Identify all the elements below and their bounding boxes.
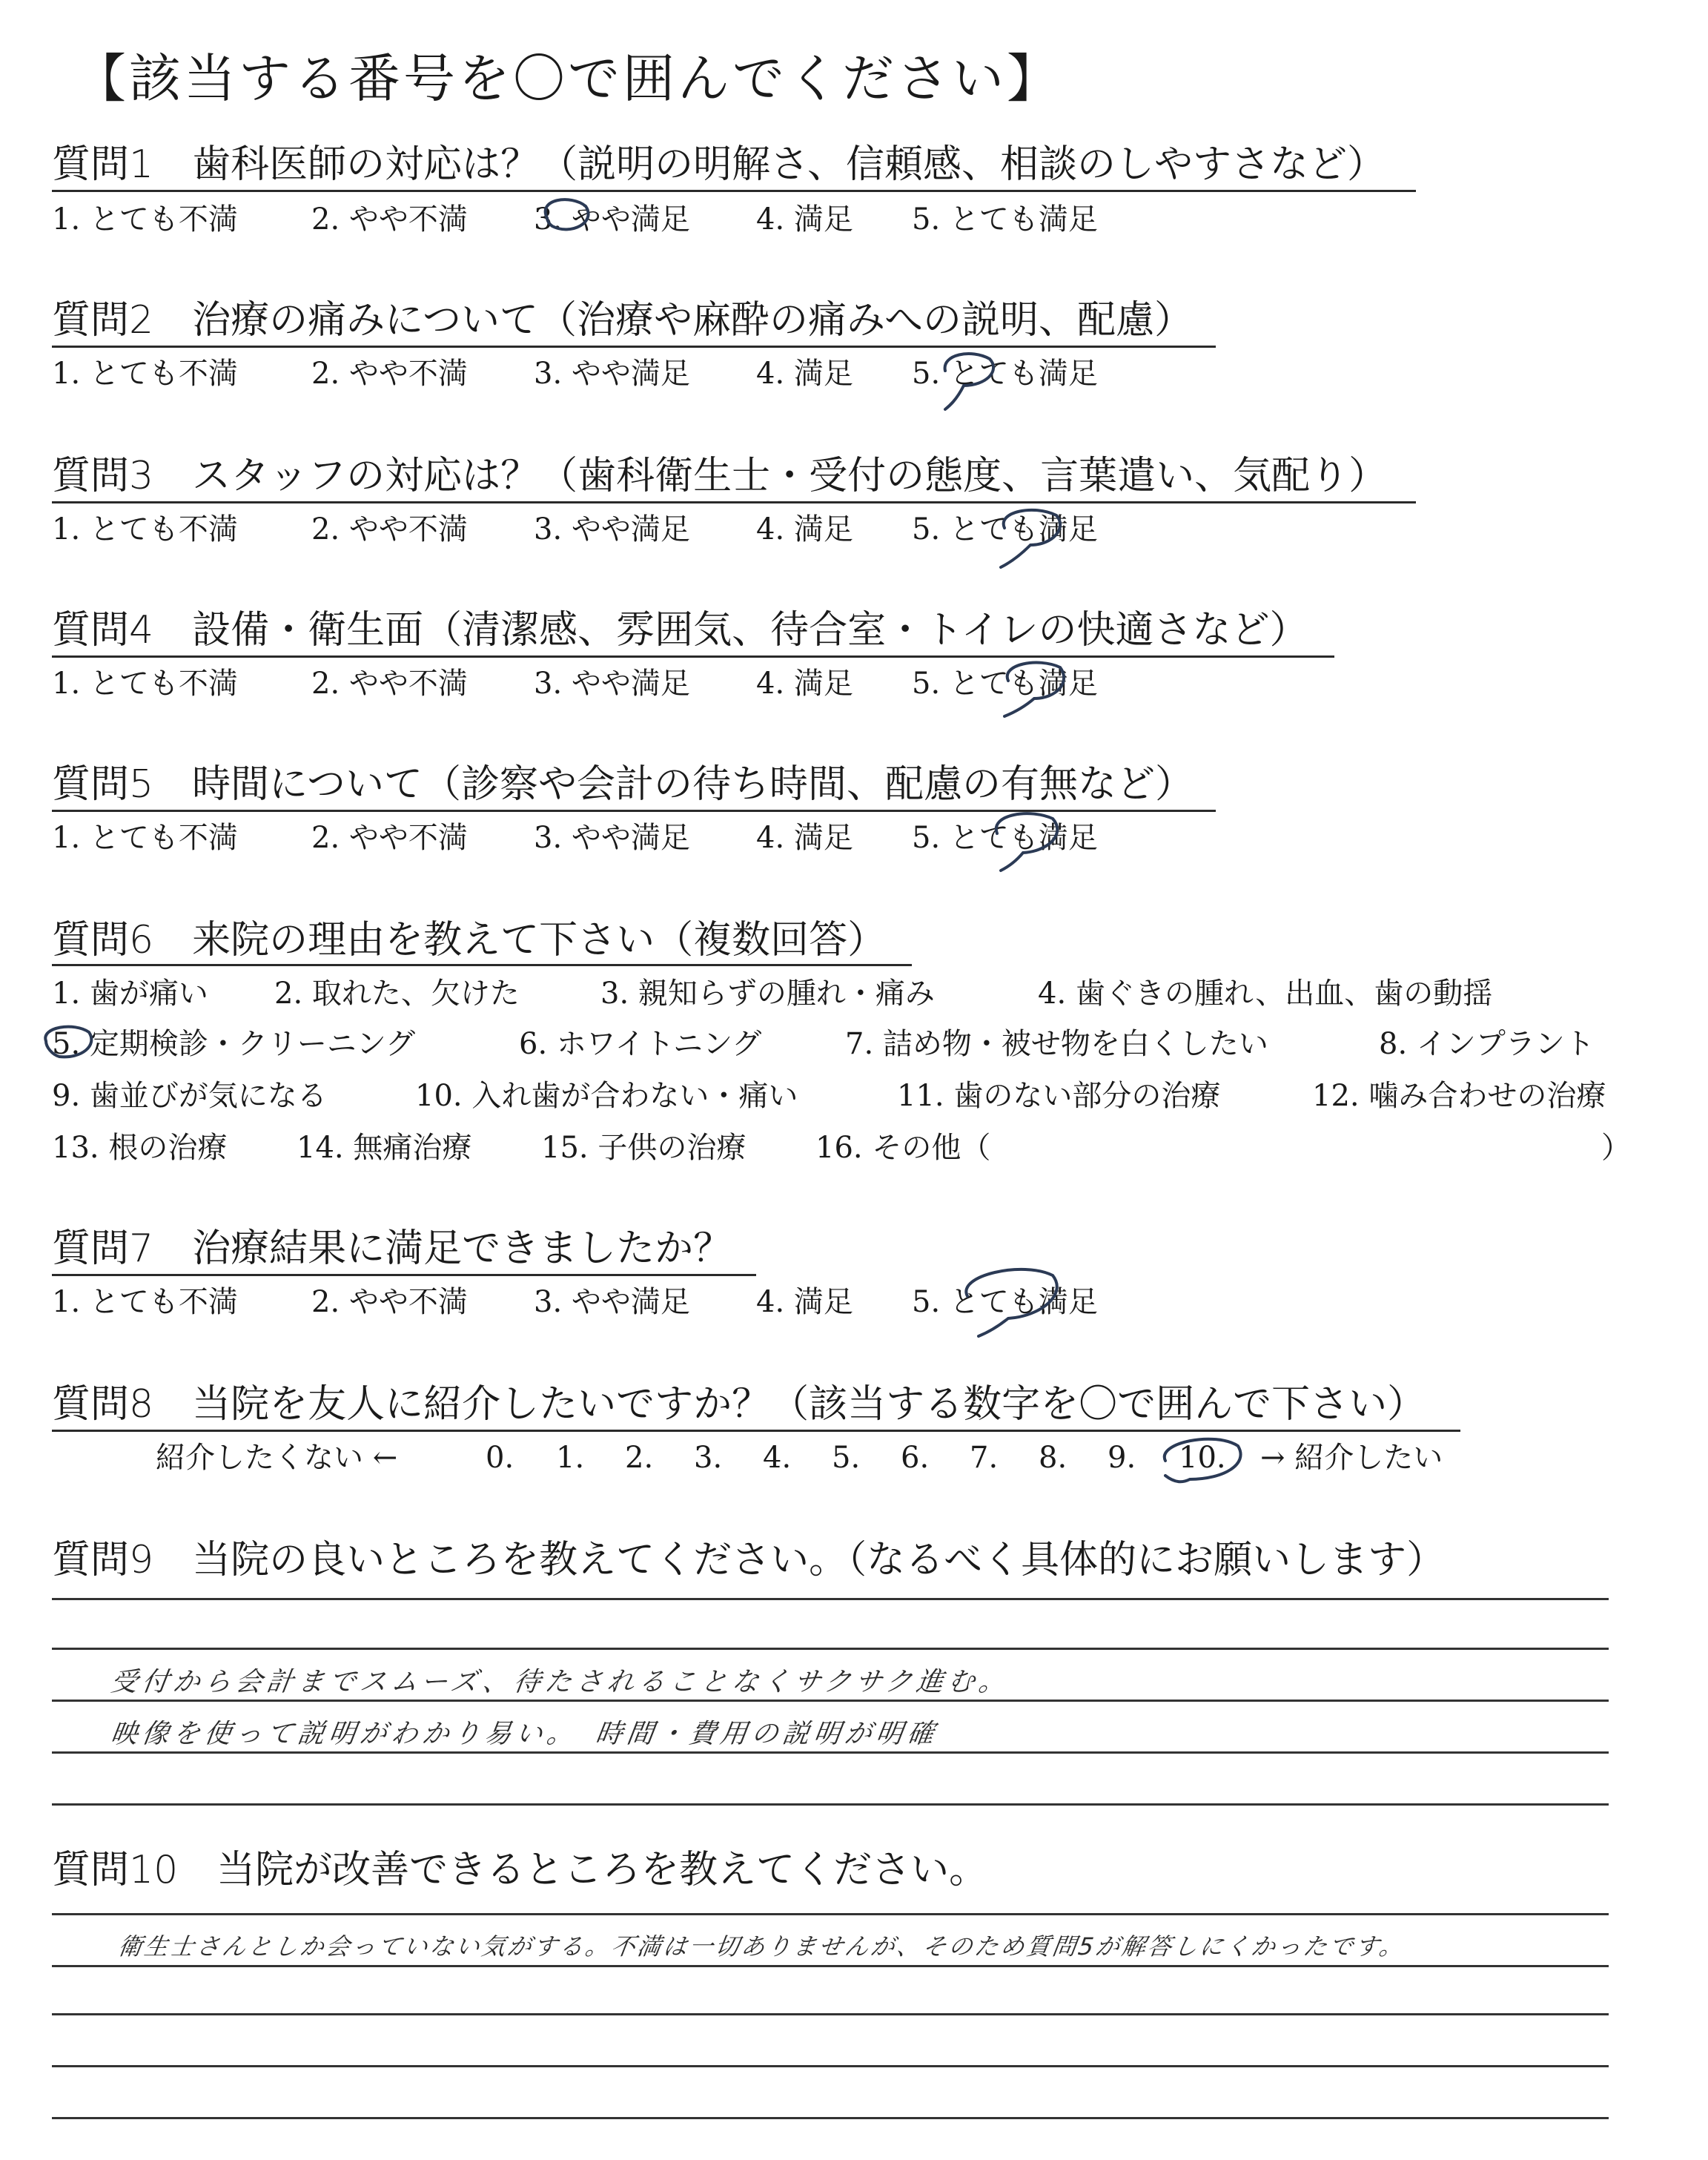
q8-score-2[interactable]: 2. xyxy=(625,1441,654,1475)
q5-option-3[interactable]: 3. やや満足 xyxy=(534,821,690,855)
q5-option-2[interactable]: 2. やや不満 xyxy=(311,821,468,855)
q6-title: 質問6 来院の理由を教えて下さい（複数回答） xyxy=(52,918,887,962)
q5-underline xyxy=(52,810,1216,812)
q7-option-1[interactable]: 1. とても不満 xyxy=(52,1285,238,1319)
q7-option-5[interactable]: 5. とても満足 xyxy=(912,1285,1098,1319)
q4-option-3[interactable]: 3. やや満足 xyxy=(534,667,690,701)
q3-underline xyxy=(52,501,1416,503)
q8-score-0[interactable]: 0. xyxy=(486,1441,514,1475)
q9-write-line-2 xyxy=(52,1648,1609,1650)
q5-option-5[interactable]: 5. とても満足 xyxy=(912,821,1098,855)
q7-option-4[interactable]: 4. 満足 xyxy=(756,1285,853,1319)
q8-left-label: 紹介したくない ← xyxy=(156,1441,398,1475)
q3-option-5[interactable]: 5. とても満足 xyxy=(912,512,1098,546)
q9-answer-line-2: 映像を使って説明がわかり易い。 時間・費用の説明が明確 xyxy=(108,1719,941,1749)
q7-title: 質問7 治療結果に満足できましたか？ xyxy=(52,1226,732,1271)
q6-underline xyxy=(52,964,912,966)
q10-write-line-2 xyxy=(52,1965,1609,1967)
q8-score-3[interactable]: 3. xyxy=(694,1441,723,1475)
q2-underline xyxy=(52,346,1216,348)
q4-option-2[interactable]: 2. やや不満 xyxy=(311,667,468,701)
q6-option-10[interactable]: 10. 入れ歯が合わない・痛い xyxy=(415,1079,798,1113)
q8-score-4[interactable]: 4. xyxy=(763,1441,792,1475)
q8-underline xyxy=(52,1430,1460,1432)
q8-score-7[interactable]: 7. xyxy=(970,1441,999,1475)
q6-other-close-paren: ） xyxy=(1601,1131,1631,1165)
q9-write-line-4 xyxy=(52,1751,1609,1754)
q9-answer-line-1: 受付から会計までスムーズ、待たされることなくサクサク進む。 xyxy=(108,1667,1013,1697)
q9-write-line-3 xyxy=(52,1700,1609,1702)
q6-option-12[interactable]: 12. 噛み合わせの治療 xyxy=(1312,1079,1606,1113)
q3-option-3[interactable]: 3. やや満足 xyxy=(534,512,690,546)
q3-option-4[interactable]: 4. 満足 xyxy=(756,512,853,546)
q9-title: 質問9 当院の良いところを教えてください。（なるべく具体的にお願いします） xyxy=(52,1538,1446,1582)
q8-score-6[interactable]: 6. xyxy=(901,1441,930,1475)
q6-option-7[interactable]: 7. 詰め物・被せ物を白くしたい xyxy=(845,1027,1268,1061)
q2-option-1[interactable]: 1. とても不満 xyxy=(52,357,238,391)
q8-score-8[interactable]: 8. xyxy=(1039,1441,1068,1475)
q6-option-6[interactable]: 6. ホワイトニング xyxy=(519,1027,762,1061)
q8-score-10[interactable]: 10. xyxy=(1179,1441,1226,1475)
q1-option-1[interactable]: 1. とても不満 xyxy=(52,202,238,237)
q3-option-1[interactable]: 1. とても不満 xyxy=(52,512,238,546)
q6-option-9[interactable]: 9. 歯並びが気になる xyxy=(52,1079,327,1113)
q7-option-2[interactable]: 2. やや不満 xyxy=(311,1285,468,1319)
q5-option-1[interactable]: 1. とても不満 xyxy=(52,821,238,855)
q6-option-13[interactable]: 13. 根の治療 xyxy=(52,1131,228,1165)
q10-write-line-3 xyxy=(52,2013,1609,2015)
q2-option-2[interactable]: 2. やや不満 xyxy=(311,357,468,391)
q4-option-1[interactable]: 1. とても不満 xyxy=(52,667,238,701)
q8-score-1[interactable]: 1. xyxy=(556,1441,585,1475)
q10-answer-line-1: 衛生士さんとしか会っていない気がする。不満は一切ありませんが、そのため質問5が解答しにくかったです。 xyxy=(116,1932,1408,1961)
q8-title: 質問8 当院を友人に紹介したいですか？（該当する数字を〇で囲んで下さい） xyxy=(52,1382,1426,1427)
q2-option-3[interactable]: 3. やや満足 xyxy=(534,357,690,391)
q7-underline xyxy=(52,1274,756,1276)
q1-underline xyxy=(52,190,1416,192)
q4-option-5[interactable]: 5. とても満足 xyxy=(912,667,1098,701)
page-title: 【該当する番号を〇で囲んでください】 xyxy=(74,48,1062,109)
q8-score-9[interactable]: 9. xyxy=(1108,1441,1136,1475)
q6-option-4[interactable]: 4. 歯ぐきの腫れ、出血、歯の動揺 xyxy=(1038,977,1493,1011)
q5-title: 質問5 時間について（診察や会計の待ち時間、配慮の有無など） xyxy=(52,762,1194,807)
q1-option-4[interactable]: 4. 満足 xyxy=(756,202,853,237)
q1-option-5[interactable]: 5. とても満足 xyxy=(912,202,1098,237)
q1-option-3[interactable]: 3. やや満足 xyxy=(534,202,690,237)
q8-right-label: → 紹介したい xyxy=(1260,1441,1443,1475)
q6-option-3[interactable]: 3. 親知らずの腫れ・痛み xyxy=(600,977,935,1011)
q4-underline xyxy=(52,655,1334,658)
q2-option-5[interactable]: 5. とても満足 xyxy=(912,357,1098,391)
q4-title: 質問4 設備・衛生面（清潔感、雰囲気、待合室・トイレの快適さなど） xyxy=(52,608,1308,653)
q8-score-5[interactable]: 5. xyxy=(832,1441,861,1475)
q6-option-8[interactable]: 8. インプラント xyxy=(1379,1027,1595,1061)
q2-title: 質問2 治療の痛みについて（治療や麻酔の痛みへの説明、配慮） xyxy=(52,298,1194,343)
q10-write-line-1 xyxy=(52,1913,1609,1915)
q3-option-2[interactable]: 2. やや不満 xyxy=(311,512,468,546)
q6-option-11[interactable]: 11. 歯のない部分の治療 xyxy=(897,1079,1221,1113)
q5-option-4[interactable]: 4. 満足 xyxy=(756,821,853,855)
q3-title: 質問3 スタッフの対応は？（歯科衛生士・受付の態度、言葉遣い、気配り） xyxy=(52,454,1388,498)
q6-option-16[interactable]: 16. その他（ xyxy=(815,1131,991,1165)
q10-write-line-4 xyxy=(52,2065,1609,2067)
q6-option-15[interactable]: 15. 子供の治療 xyxy=(541,1131,747,1165)
q1-title: 質問1 歯科医師の対応は？（説明の明解さ、信頼感、相談のしやすさなど） xyxy=(52,142,1386,187)
q6-option-2[interactable]: 2. 取れた、欠けた xyxy=(274,977,520,1011)
q6-option-1[interactable]: 1. 歯が痛い xyxy=(52,977,208,1011)
q4-option-4[interactable]: 4. 満足 xyxy=(756,667,853,701)
q9-write-line-1 xyxy=(52,1598,1609,1600)
q6-option-5[interactable]: 5. 定期検診・クリーニング xyxy=(52,1027,416,1061)
q6-option-14[interactable]: 14. 無痛治療 xyxy=(297,1131,472,1165)
q2-option-4[interactable]: 4. 満足 xyxy=(756,357,853,391)
q9-write-line-5 xyxy=(52,1803,1609,1806)
q1-option-2[interactable]: 2. やや不満 xyxy=(311,202,468,237)
q10-title: 質問10 当院が改善できるところを教えてください。 xyxy=(52,1848,988,1892)
q7-option-3[interactable]: 3. やや満足 xyxy=(534,1285,690,1319)
q10-write-line-5 xyxy=(52,2117,1609,2119)
